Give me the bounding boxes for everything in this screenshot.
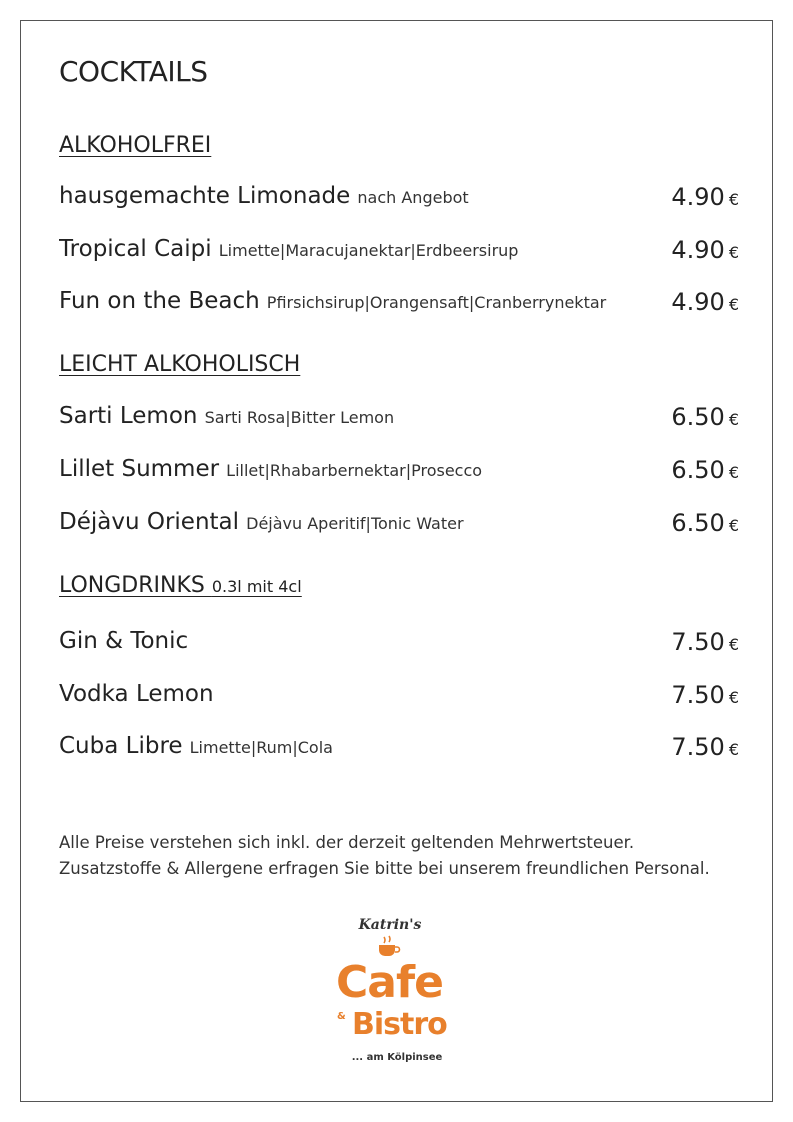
cafe-logo: [330, 915, 450, 1070]
menu-item: [59, 183, 739, 217]
item-price: [671, 509, 739, 537]
price-value: 4.90: [671, 183, 725, 211]
menu-item: [59, 403, 739, 437]
footnote-line: Zusatzstoffe & Allergene erfragen Sie bitte bei unserem freundlichen Personal.: [59, 859, 710, 878]
menu-item: [59, 681, 739, 715]
item-price: [671, 456, 739, 484]
currency-symbol: €: [728, 410, 739, 429]
section-heading-leicht-alkoholisch: [59, 352, 300, 377]
page-title: COCKTAILS: [59, 55, 208, 88]
menu-item: [59, 288, 739, 322]
item-price: [671, 236, 739, 264]
currency-symbol: €: [728, 463, 739, 482]
item-description: Déjàvu Aperitif|Tonic Water: [246, 514, 464, 533]
menu-item: [59, 509, 739, 543]
logo-cafe-text: Cafe: [336, 957, 443, 1008]
section-heading-longdrinks: [59, 573, 302, 598]
item-price: [671, 288, 739, 316]
item-price: [671, 183, 739, 211]
coffee-cup-icon: [375, 935, 401, 959]
currency-symbol: €: [728, 243, 739, 262]
price-value: 6.50: [671, 403, 725, 431]
item-name: Sarti Lemon: [59, 403, 198, 429]
section-heading-alkoholfrei: [59, 133, 211, 158]
menu-item: [59, 733, 739, 767]
menu-item: [59, 456, 739, 490]
item-name: Lillet Summer: [59, 456, 220, 482]
item-description: Limette|Rum|Cola: [189, 738, 333, 757]
price-value: 6.50: [671, 456, 725, 484]
currency-symbol: €: [728, 635, 739, 654]
item-name: Tropical Caipi: [59, 236, 212, 262]
logo-script-text: Katrin's: [358, 917, 422, 933]
item-name: Fun on the Beach: [59, 288, 260, 314]
price-value: 7.50: [671, 681, 725, 709]
logo-bistro-text: Bistro: [352, 1007, 447, 1042]
footnote-line: Alle Preise verstehen sich inkl. der derzeit geltenden Mehrwertsteuer.: [59, 833, 635, 852]
item-price: [671, 681, 739, 709]
item-price: [671, 628, 739, 656]
menu-item: [59, 628, 739, 662]
price-value: 7.50: [671, 733, 725, 761]
item-name: hausgemachte Limonade: [59, 183, 351, 209]
item-description: nach Angebot: [357, 188, 469, 207]
price-value: 4.90: [671, 288, 725, 316]
section-heading-label: LONGDRINKS: [59, 573, 212, 598]
menu-item: [59, 236, 739, 270]
price-value: 4.90: [671, 236, 725, 264]
section-note: 0.3l mit 4cl: [211, 577, 302, 596]
price-value: 6.50: [671, 509, 725, 537]
logo-tagline: ... am Kölpinsee: [351, 1052, 443, 1063]
item-description: Sarti Rosa|Bitter Lemon: [204, 408, 395, 427]
footnote: [59, 830, 749, 882]
currency-symbol: €: [728, 295, 739, 314]
item-price: [671, 733, 739, 761]
section-heading-label: LEICHT ALKOHOLISCH: [59, 352, 301, 377]
currency-symbol: €: [728, 740, 739, 759]
item-description: Limette|Maracujanektar|Erdbeersirup: [218, 241, 519, 260]
currency-symbol: €: [728, 190, 739, 209]
item-name: Gin & Tonic: [59, 628, 189, 654]
logo-ampersand: &: [337, 1011, 346, 1022]
item-name: Vodka Lemon: [59, 681, 214, 707]
section-heading-label: ALKOHOLFREI: [59, 133, 212, 158]
item-name: Cuba Libre: [59, 733, 183, 759]
item-description: Pfirsichsirup|Orangensaft|Cranberrynektar: [266, 293, 607, 312]
item-description: Lillet|Rhabarbernektar|Prosecco: [226, 461, 483, 480]
currency-symbol: €: [728, 688, 739, 707]
item-name: Déjàvu Oriental: [59, 509, 240, 535]
item-price: [671, 403, 739, 431]
price-value: 7.50: [671, 628, 725, 656]
currency-symbol: €: [728, 516, 739, 535]
